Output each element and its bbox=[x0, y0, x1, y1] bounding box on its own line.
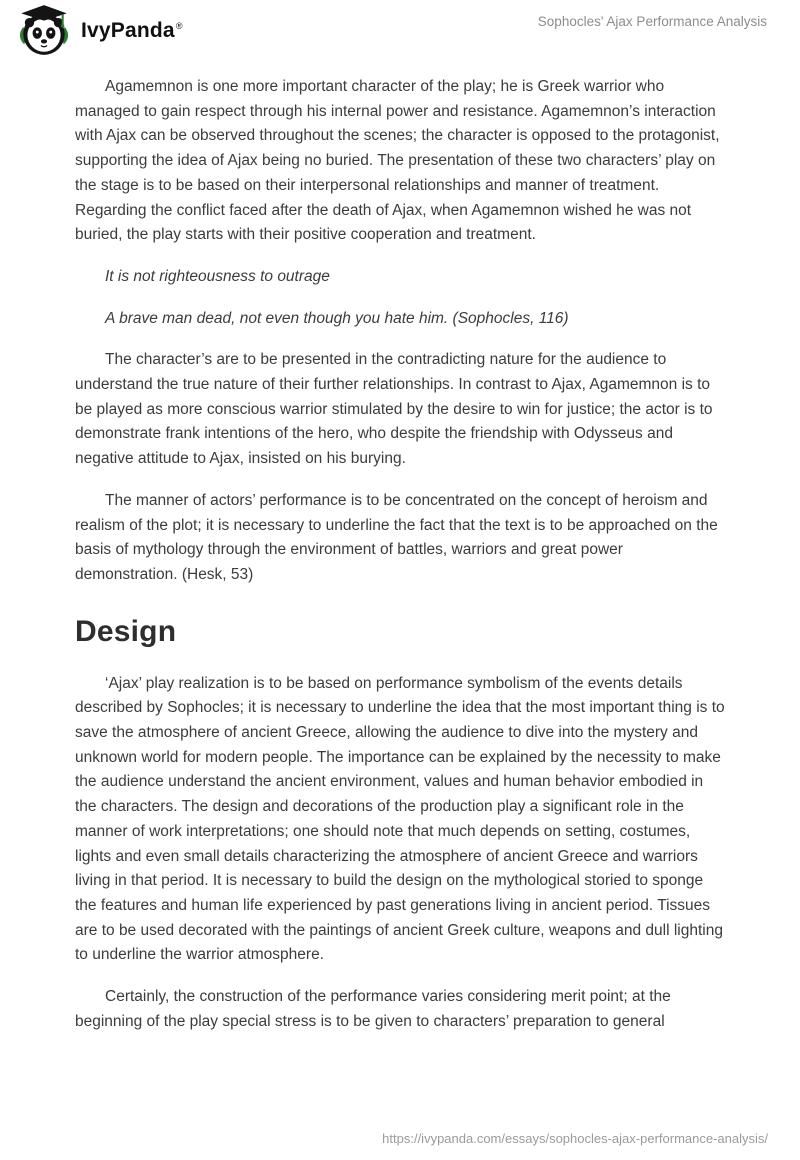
quote-line-2: A brave man dead, not even though you hate him. (Sophocles, 116) bbox=[105, 309, 569, 327]
ivypanda-logo-icon bbox=[16, 5, 72, 57]
essay-content bbox=[0, 64, 800, 1035]
page-footer bbox=[382, 1130, 768, 1148]
brand[interactable] bbox=[16, 5, 183, 57]
source-url[interactable]: https://ivypanda.com/essays/sophocles-ajax-performance-analysis/ bbox=[382, 1131, 768, 1146]
paragraph-performance: The manner of actors’ performance is to be concentrated on the concept of heroism and realism of the plot; it is necessary to underline the fact that the text is to be approached on the basis of mythology through the environment of battles, warriors and great power demonstration. (Hesk, 53) bbox=[75, 491, 718, 583]
quote-line-1: It is not righteousness to outrage bbox=[105, 267, 330, 285]
brand-name: IvyPanda® bbox=[81, 19, 183, 42]
paragraph-characters: The character’s are to be presented in the contradicting nature for the audience to understand the true nature of their further relationships. In contrast to Ajax, Agamemnon is to be played as more conscious warrior stimulated by the desire to win for justice; the actor is to demonstrate frank intentions of the hero, who despite the friendship with Odysseus and negative attitude to Ajax, insisted on his burying. bbox=[75, 351, 713, 468]
page-header bbox=[0, 0, 800, 64]
registered-mark: ® bbox=[175, 21, 183, 31]
paragraph-construction: Certainly, the construction of the performance varies considering merit point; at the beginning of the play special stress is to be given to characters’ preparation to general bbox=[75, 988, 671, 1030]
document-title: Sophocles' Ajax Performance Analysis bbox=[537, 14, 767, 29]
paragraph-design: ‘Ajax’ play realization is to be based on performance symbolism of the events details described by Sophocles; it is necessary to underline the idea that the most important thing is to save the atmosphere of ancient Greece, allowing the audience to dive into the mystery and unknown world for modern people. The importance can be explained by the necessity to make the audience understand the ancient environment, values and human behavior embodied in the characters. The design and decorations of the production play a significant role in the manner of work interpretations; one should note that much depends on setting, costumes, lights and even small details characterizing the atmosphere of ancient Greece and warriors living in that period. It is necessary to build the design on the mythological storied to sponge the features and human life experienced by past generations living in ancient period. Tissues are to be used decorated with the paintings of ancient Greek culture, weapons and dull lighting to underline the warrior atmosphere. bbox=[75, 674, 725, 964]
section-heading-design: Design bbox=[75, 614, 177, 648]
paragraph-agamemnon: Agamemnon is one more important character of the play; he is Greek warrior who managed to gain respect through his internal power and resistance. Agamemnon’s interaction with Ajax can be observed throughout the scenes; the character is opposed to the protagonist, supporting the idea of Ajax being no buried. The presentation of these two characters’ play on the stage is to be based on their interpersonal relationships and manner of treatment. Regarding the conflict faced after the death of Ajax, when Agamemnon wished he was not buried, the play starts with their positive cooperation and treatment. bbox=[75, 78, 720, 244]
